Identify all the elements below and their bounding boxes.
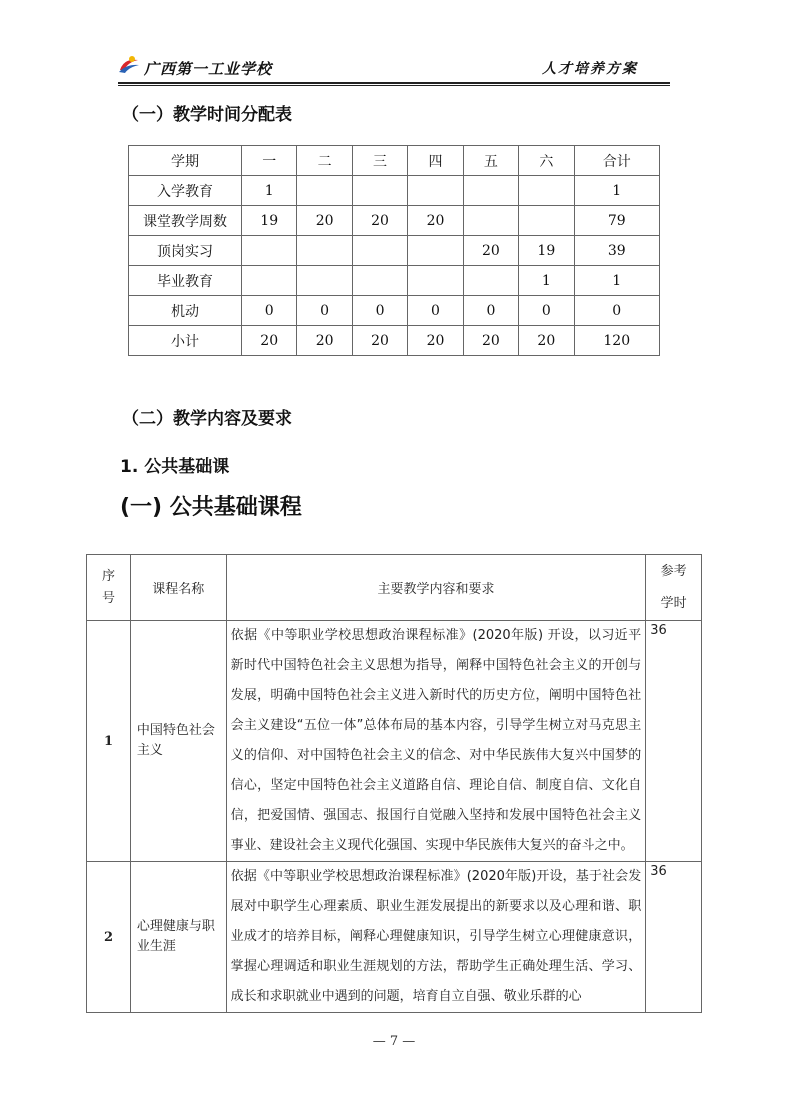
alloc-row: [129, 236, 660, 266]
alloc-cell: [408, 236, 463, 266]
alloc-cell: 79: [574, 206, 659, 236]
public-course-heading: 1. 公共基础课: [120, 457, 230, 477]
course-hours: 36: [646, 862, 702, 1013]
alloc-cell: [242, 236, 297, 266]
alloc-cell: [297, 266, 352, 296]
header-name: 课程名称: [130, 555, 226, 621]
alloc-cell: 五: [463, 146, 518, 176]
alloc-cell: 一: [242, 146, 297, 176]
row-number: 2: [87, 862, 131, 1013]
alloc-cell: 20: [408, 206, 463, 236]
course-name: 中国特色社会主义: [130, 621, 226, 862]
header-hours: 参考学时: [646, 555, 702, 621]
course-content: 依据《中等职业学校思想政治课程标准》(2020年版) 开设，以习近平新时代中国特色社会主义思想为指导，阐释中国特色社会主义的开创与发展，明确中国特色社会主义进入新时代的历史方位，阐明中国特色社会主义建设“五位一体”总体布局的基本内容，引导学生树立对马克思主义的信仰、对中国特色社会主义的信念、对中华民族伟大复兴中国梦的信心，坚定中国特色社会主义道路自信、理论自信、制度自信、文化自信，把爱国情、强国志、报国行自觉融入坚持和发展中国特色社会主义事业、建设社会主义现代化强国、实现中华民族伟大复兴的奋斗之中。: [226, 621, 646, 862]
page-number: — 7 —: [372, 1034, 416, 1049]
alloc-cell: 20: [352, 326, 407, 356]
alloc-cell: 1: [519, 266, 574, 296]
course-name: 心理健康与职业生涯: [130, 862, 226, 1013]
public-courses-title: (一) 公共基础课程: [120, 495, 302, 520]
alloc-cell: 19: [519, 236, 574, 266]
alloc-cell: [519, 206, 574, 236]
alloc-row: [129, 266, 660, 296]
alloc-cell: 39: [574, 236, 659, 266]
alloc-cell: [352, 236, 407, 266]
alloc-cell: 0: [463, 296, 518, 326]
alloc-cell: [408, 176, 463, 206]
alloc-cell: [463, 176, 518, 206]
alloc-cell: 20: [352, 206, 407, 236]
alloc-cell: [242, 266, 297, 296]
alloc-cell: 20: [463, 236, 518, 266]
header-rule: [118, 82, 670, 84]
alloc-cell: 1: [242, 176, 297, 206]
header-content: 主要教学内容和要求: [226, 555, 646, 621]
alloc-row: [129, 206, 660, 236]
alloc-header-row: [129, 146, 660, 176]
alloc-cell: 20: [297, 206, 352, 236]
alloc-cell: 四: [408, 146, 463, 176]
header-no: 序号: [87, 555, 131, 621]
alloc-cell: 20: [519, 326, 574, 356]
alloc-cell: [297, 176, 352, 206]
alloc-cell: [408, 266, 463, 296]
table-row: [87, 862, 702, 1013]
school-name: 广西第一工业学校: [144, 60, 273, 78]
alloc-row-label: 入学教育: [129, 176, 242, 206]
alloc-cell: 0: [352, 296, 407, 326]
course-hours: 36: [646, 621, 702, 862]
course-content: 依据《中等职业学校思想政治课程标准》(2020年版)开设，基于社会发展对中职学生心理素质、职业生涯发展提出的新要求以及心理和谐、职业成才的培养目标，阐释心理健康知识，引导学生树立心理健康意识，掌握心理调适和职业生涯规划的方法，帮助学生正确处理生活、学习、成长和求职就业中遇到的问题，培育自立自强、敬业乐群的心: [226, 862, 646, 1013]
alloc-cell: 0: [408, 296, 463, 326]
alloc-row: [129, 296, 660, 326]
alloc-cell: 0: [519, 296, 574, 326]
course-table-header: [87, 555, 702, 621]
alloc-row-label: 小计: [129, 326, 242, 356]
alloc-row-label: 学期: [129, 146, 242, 176]
alloc-cell: 20: [408, 326, 463, 356]
alloc-cell: 二: [297, 146, 352, 176]
content-section-title: （二）教学内容及要求: [122, 409, 292, 429]
alloc-cell: [463, 206, 518, 236]
alloc-row-label: 顶岗实习: [129, 236, 242, 266]
alloc-cell: 1: [574, 176, 659, 206]
alloc-row: [129, 326, 660, 356]
alloc-cell: [352, 266, 407, 296]
alloc-cell: 0: [242, 296, 297, 326]
alloc-cell: 20: [463, 326, 518, 356]
alloc-cell: 120: [574, 326, 659, 356]
row-number: 1: [87, 621, 131, 862]
alloc-cell: 六: [519, 146, 574, 176]
alloc-cell: 20: [242, 326, 297, 356]
alloc-cell: [463, 266, 518, 296]
document-title: 人才培养方案: [542, 61, 638, 77]
alloc-cell: [297, 236, 352, 266]
alloc-section-title: （一）教学时间分配表: [122, 105, 292, 125]
alloc-cell: 20: [297, 326, 352, 356]
time-allocation-table: [128, 145, 660, 356]
school-logo-icon: [118, 54, 140, 76]
alloc-cell: 1: [574, 266, 659, 296]
alloc-cell: 19: [242, 206, 297, 236]
alloc-row-label: 机动: [129, 296, 242, 326]
course-table: [86, 554, 702, 1013]
alloc-cell: 0: [297, 296, 352, 326]
alloc-cell: [352, 176, 407, 206]
table-row: [87, 621, 702, 862]
alloc-cell: 合计: [574, 146, 659, 176]
alloc-cell: 0: [574, 296, 659, 326]
page-header: [118, 52, 668, 82]
alloc-cell: [519, 176, 574, 206]
alloc-row: [129, 176, 660, 206]
alloc-row-label: 毕业教育: [129, 266, 242, 296]
alloc-row-label: 课堂教学周数: [129, 206, 242, 236]
header-rule-thin: [118, 85, 670, 86]
alloc-cell: 三: [352, 146, 407, 176]
